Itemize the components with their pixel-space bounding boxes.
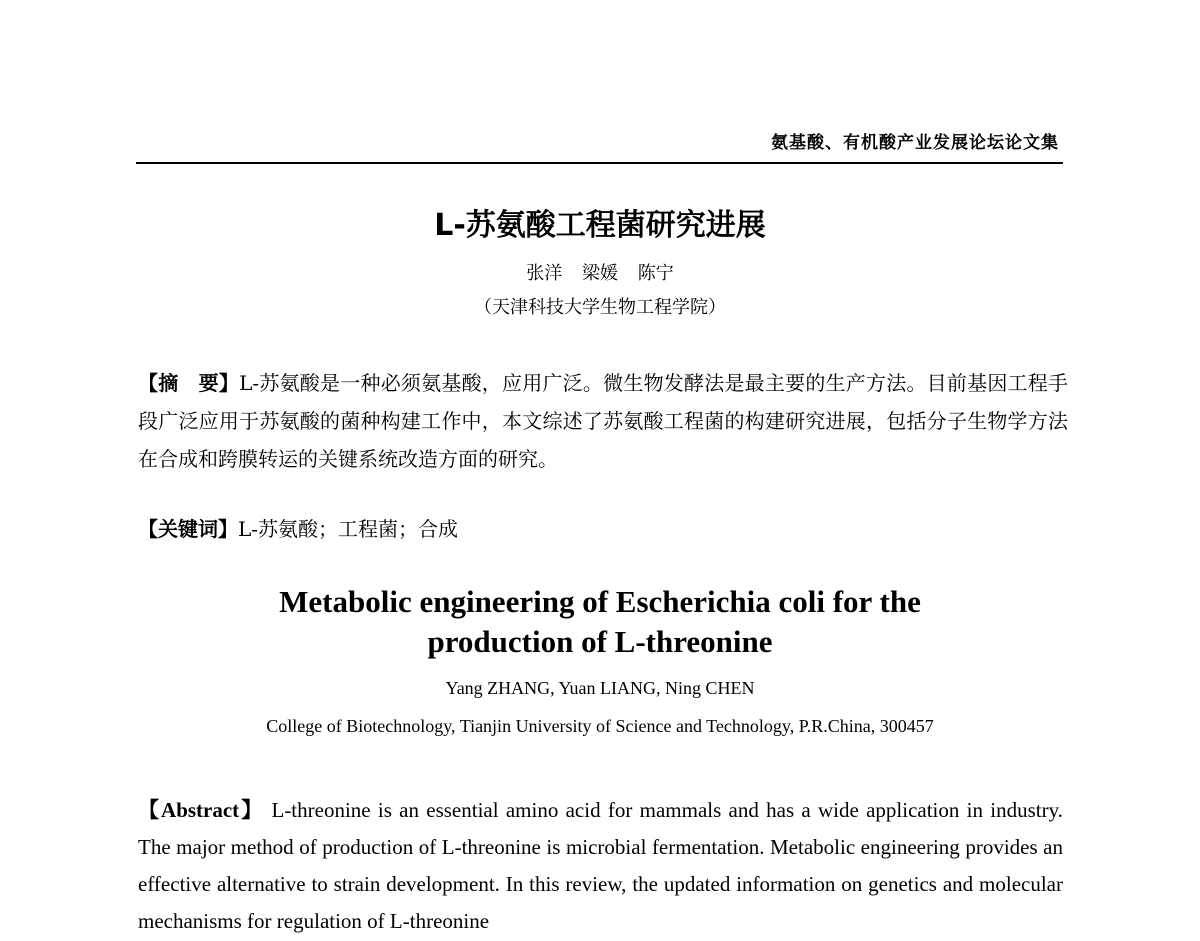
chinese-keywords (138, 513, 458, 545)
english-affiliation: College of Biotechnology, Tianjin University of Science and Technology, P.R.China, 300457 (266, 716, 934, 736)
chinese-title: L-苏氨酸工程菌研究进展 (434, 208, 766, 243)
chinese-abstract (138, 364, 1068, 478)
english-title-line-1: Metabolic engineering of Escherichia coli for the (279, 584, 921, 619)
chinese-keywords-label: 【关键词】 (138, 517, 238, 541)
english-abstract (138, 792, 1063, 940)
header-rule (136, 162, 1063, 164)
english-authors: Yang ZHANG, Yuan LIANG, Ning CHEN (445, 678, 755, 698)
chinese-keywords-text: L-苏氨酸；工程菌；合成 (238, 517, 459, 541)
chinese-authors: 张洋 梁媛 陈宁 (526, 263, 674, 284)
english-title (0, 582, 1200, 662)
chinese-abstract-text: L-苏氨酸是一种必须氨基酸，应用广泛。微生物发酵法是最主要的生产方法。目前基因工程手段广泛应用于苏氨酸的菌种构建工作中，本文综述了苏氨酸工程菌的构建研究进展，包括分子生物学方法在合成和跨膜转运的关键系统改造方面的研究。 (138, 371, 1068, 471)
english-title-line-2: production of L-threonine (427, 624, 773, 659)
chinese-affiliation: （天津科技大学生物工程学院） (474, 297, 726, 318)
english-abstract-text: L-threonine is an essential amino acid for mammals and has a wide application in industry. The major method of production of L-threonine is microbial fermentation. Metabolic engineering provides an effective alternative to strain development. In this review, the updated information on genetics and molecular mechanisms for regulation of L-threonine (138, 798, 1063, 933)
chinese-abstract-label: 【摘 要】 (138, 371, 240, 395)
english-abstract-label: 【Abstract】 (138, 798, 265, 822)
running-header: 氨基酸、有机酸产业发展论坛论文集 (771, 133, 1059, 153)
